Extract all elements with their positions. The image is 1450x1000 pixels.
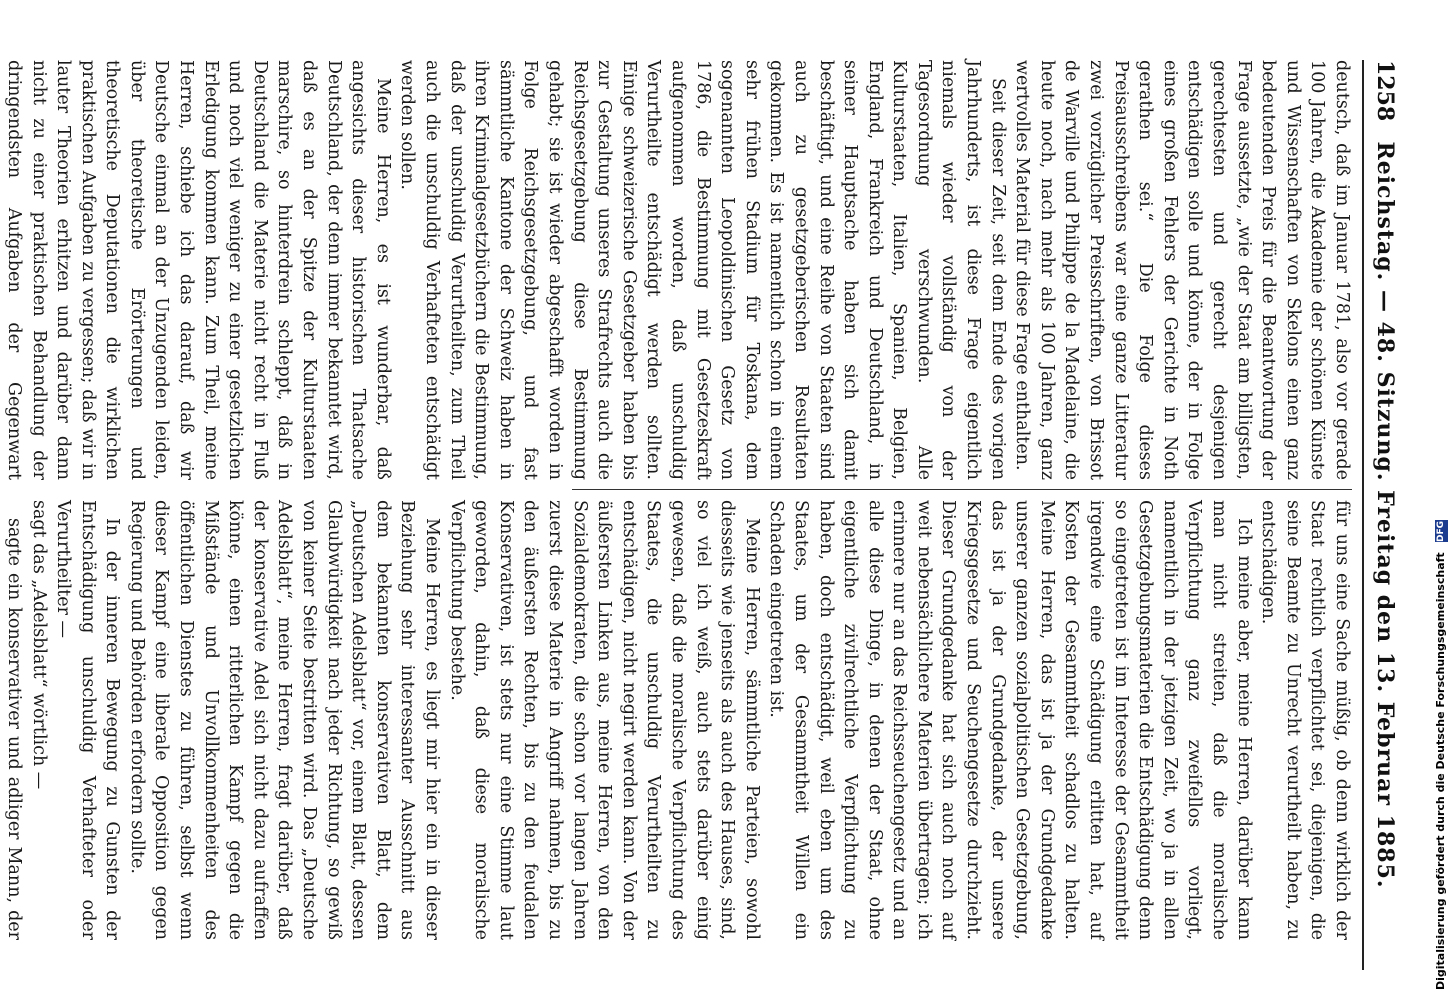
- quote-attribution: sagt das „Adelsblatt“ wörtlich —: [28, 500, 49, 790]
- dfg-logo: DFG: [1435, 520, 1446, 542]
- left-column: [3, 60, 1354, 480]
- paragraph: Meine Herren, es ist wunderbar, daß angesichts dieser historischen Thatsache Deutschland, der denn immer bekanntet wird, daß es an der Spitze der Kulturstaaten marschire, so hinterdrein schleppt, daß in Deutschland die Materie nicht recht in Fluß und noch viel weniger zu einer gesetzlichen Erledigung kommen kann. Zum Theil, meine Herren, schiebe ich das darauf, daß wir Deutsche einmal an der Unzugenden leiden, über theoretische Erörterungen und theoretische Deputationen die wirklichen praktischen Aufgaben zu vergessen; daß wir in lauter Theorien erhitzen und darüber dann nicht zu einer praktischen Behandlung der dringendsten Aufgaben der Gegenwart: [3, 60, 393, 480]
- quote: sagte ein konservativer und adliger Mann, der: [3, 518, 24, 940]
- digitization-text: Digitalisierung gefördert durch die Deutsche Forschungsgemeinschaft: [1434, 552, 1447, 990]
- page-number: 1258: [1372, 60, 1398, 122]
- paragraph: Ich meine aber, meine Herren, darüber kann man nicht streiten, daß die moralische Verpflichtung ganz zweifellos vorliegt, namentlich in der jetzigen Zeit, wo ja in allen Gesetzgebungsmaterien die Entschädigung denn so eingetreten ist im Interesse der Gesammtheit irgendwie eine Schädigung erlitten hat, auf Kosten der Gesammtheit schadlos zu halten. Meine Herren, das ist ja der Grundgedanke unserer ganzen sozialpolitischen Gesetzgebung, das ist ja der Grundgedanke, der unsere Kriegsgesetze und Seuchengesetze durchzieht. Dieser Grundgedanke hat sich auch noch auf weit nebensächlichere Materien übertragen; ich erinnere nur an das Reichsseuchengesetz und an alle diese Dinge, in denen der Staat, ohne eigentliche zivilrechtliche Verpflichtung zu haben, doch entschädigt, weil eben um des Staates, um der Gesammtheit Willen ein Schaden eingetreten ist.: [766, 500, 1254, 940]
- digitization-strip: [1414, 0, 1447, 1000]
- paragraph: Meine Herren, sämmtliche Parteien, sowohl diesseits wie jenseits als auch des Hauses, sind, so viel ich weiß, auch stets darüber einig gewesen, daß die moralische Verpflichtung des Staates, die unschuldig Verurtheilten zu entschädigen, nicht negirt werden kann. Von der äußersten Linken aus, meine Herren, von den Sozialdemokraten, die schon vor langen Jahren zuerst diese Materie in Angriff nahmen, bis zu den äußersten Rechten, bis zu den feudalen Konservativen, ist stets nur eine Stimme laut geworden, dahin, daß diese moralische Verpflichtung bestehe.: [446, 500, 762, 940]
- paragraph: deutsch, daß im Januar 1781, also vor gerade 100 Jahren, die Akademie der schönen Künste und Wissenschaften von Skelons einen ganz bedeutenden Preis für die Beantwortung der Frage aussetzte, „wie der Staat am billigsten, gerechtesten und gerecht desjenigen entschädigen solle und könne, der in Folge eines großen Fehlers der Gerichte in Noth gerathen sei.“ Die Folge dieses Preisausschreibens war eine ganze Litteratur zwei vorzüglicher Preisschriften, von Brissot de Warville und Philippe de la Madelaine, die heute noch, nach mehr als 100 Jahren, ganz wertvolles Material für diese Frage enthalten.: [1012, 60, 1352, 480]
- quote: In der inneren Bewegung zu Gunsten der Entschädigung unschuldig Verhafteter oder Verurtheilter —: [53, 500, 123, 940]
- paragraph: Seit dieser Zeit, seit dem Ende des vorigen Jahrhunderts, ist diese Frage eigentlich niemals wieder vollständig von der Tagesordnung verschwunden. Alle Kulturstaaten, Italien, Spanien, Belgien, England, Frankreich und Deutschland, in seiner Hauptsache haben sich damit beschäftigt, und eine Reihe von Staaten sind auch zu gesetzgeberischen Resultaten gekommen. Es ist namentlich schon in einem sehr frühen Stadium für Toskana, dem sogenannten Leopoldinischen Gesetz von 1786, die Bestimmung mit Gesetzeskraft aufgenommen worden, daß unschuldig Verurtheilte entschädigt werden sollten. Einige schweizerische Gesetzgeber haben bis zur Gestaltung unseres Strafrechts auch die Reichsgesetzgebung diese Bestimmung gehabt; sie ist wieder abgeschafft worden in Folge Reichsgesetzgebung, und fast sämmtliche Kantone der Schweiz haben in ihren Kriminalgesetzbüchern die Bestimmung, daß der unschuldig Verurtheilten, zum Theil auch die unschuldig Verhafteten entschädigt werden sollen.: [397, 60, 1008, 480]
- digitization-note: [1432, 0, 1450, 1000]
- column-divider: [572, 489, 1352, 490]
- paragraph: Meine Herren, es liegt mir hier ein in dieser Beziehung sehr interessanter Ausschnitt aus dem bekannten konservativen Blatt, dem „Deutschen Adelsblatt“ vor, einem Blatt, dessen Glaubwürdigkeit nach jeder Richtung, so gewiß von keiner Seite bestritten wird. Das „Deutsche Adelsblatt“, meine Herren, fragt darüber, daß der konservative Adel sich nicht dazu aufraffen könne, einen ritterlichen Kampf gegen die Mißstände und Unvollkommenheiten des öffentlichen Dienstes zu führen, selbst wenn dieser Kampf eine liberale Opposition gegen Regierung und Behörden erfordern sollte.: [126, 500, 443, 940]
- right-column: [3, 500, 1354, 940]
- page-header-title: Reichstag. — 48. Sitzung. Freitag den 13. Februar 1885.: [1372, 141, 1398, 889]
- page-header: [1362, 60, 1404, 970]
- paragraph: für uns eine Sache müßig, ob denn wirklich der Staat rechtlich verpflichtet sei, diejenigen, die seine Beamte zu Unrecht verurtheilt haben, zu entschädigen.: [1258, 500, 1352, 940]
